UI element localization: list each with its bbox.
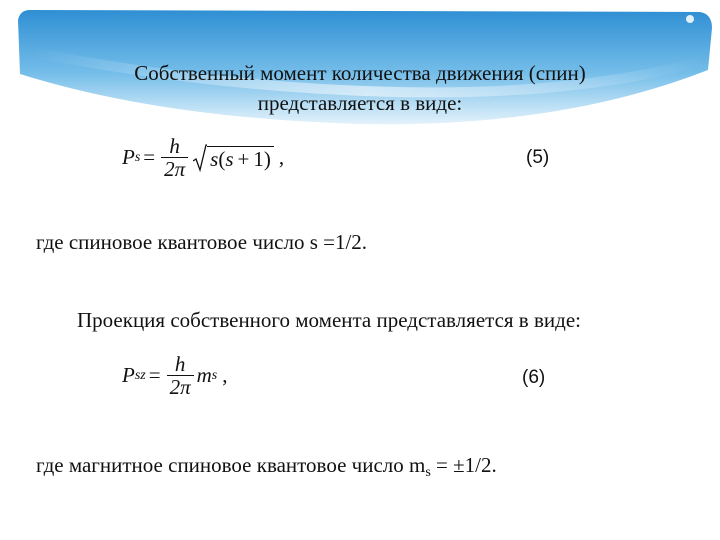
symbol-P: P xyxy=(122,145,135,169)
radicand-plus: + xyxy=(237,146,250,171)
spin-number-text: где спиновое квантовое число s =1/2. xyxy=(36,230,368,254)
symbol-m-subscript: s xyxy=(211,367,218,383)
radicand-s-inner: s xyxy=(225,146,234,171)
fraction-h-over-2pi xyxy=(167,353,194,398)
radical-sign-icon xyxy=(193,144,207,172)
title-line-1: Собственный момент количества движения (спин) xyxy=(134,61,586,85)
magnetic-text-main: где магнитное спиновое квантовое число m xyxy=(36,453,426,477)
radicand-close-paren: ) xyxy=(263,146,271,171)
radicand-s: s xyxy=(210,146,219,171)
magnetic-text-tail: = ±1/2. xyxy=(430,453,497,477)
symbol-P: P xyxy=(122,363,135,387)
radicand-open-paren: ( xyxy=(218,146,226,171)
equals-sign: = xyxy=(148,363,161,387)
fraction-numerator: h xyxy=(174,352,186,376)
magnetic-spin-number-text xyxy=(36,451,497,487)
formula-spin-projection xyxy=(122,353,227,398)
square-root xyxy=(193,144,274,172)
formula-comma: , xyxy=(222,363,228,387)
fraction-denominator: 2π xyxy=(167,375,194,398)
symbol-P-subscript: s xyxy=(134,149,141,165)
equals-sign: = xyxy=(143,145,156,169)
title-line-2: представляется в виде: xyxy=(257,91,463,115)
symbol-P-subscript: sz xyxy=(134,367,146,383)
decor-dot xyxy=(686,15,694,23)
fraction-h-over-2pi xyxy=(161,135,188,180)
fraction-denominator: 2π xyxy=(161,157,188,180)
projection-text: Проекция собственного момента представляется в виде: xyxy=(77,308,581,332)
equation-number-6: (6) xyxy=(522,367,546,388)
formula-comma: , xyxy=(278,145,285,169)
formula-spin-magnitude xyxy=(122,135,284,180)
symbol-m: m xyxy=(196,363,212,387)
fraction-numerator: h xyxy=(169,134,180,158)
slide-title xyxy=(60,58,660,118)
magnetic-text-subscript: s xyxy=(425,465,431,480)
equation-number-5: (5) xyxy=(526,147,550,168)
radicand xyxy=(207,146,274,172)
radicand-one: 1 xyxy=(253,146,264,171)
